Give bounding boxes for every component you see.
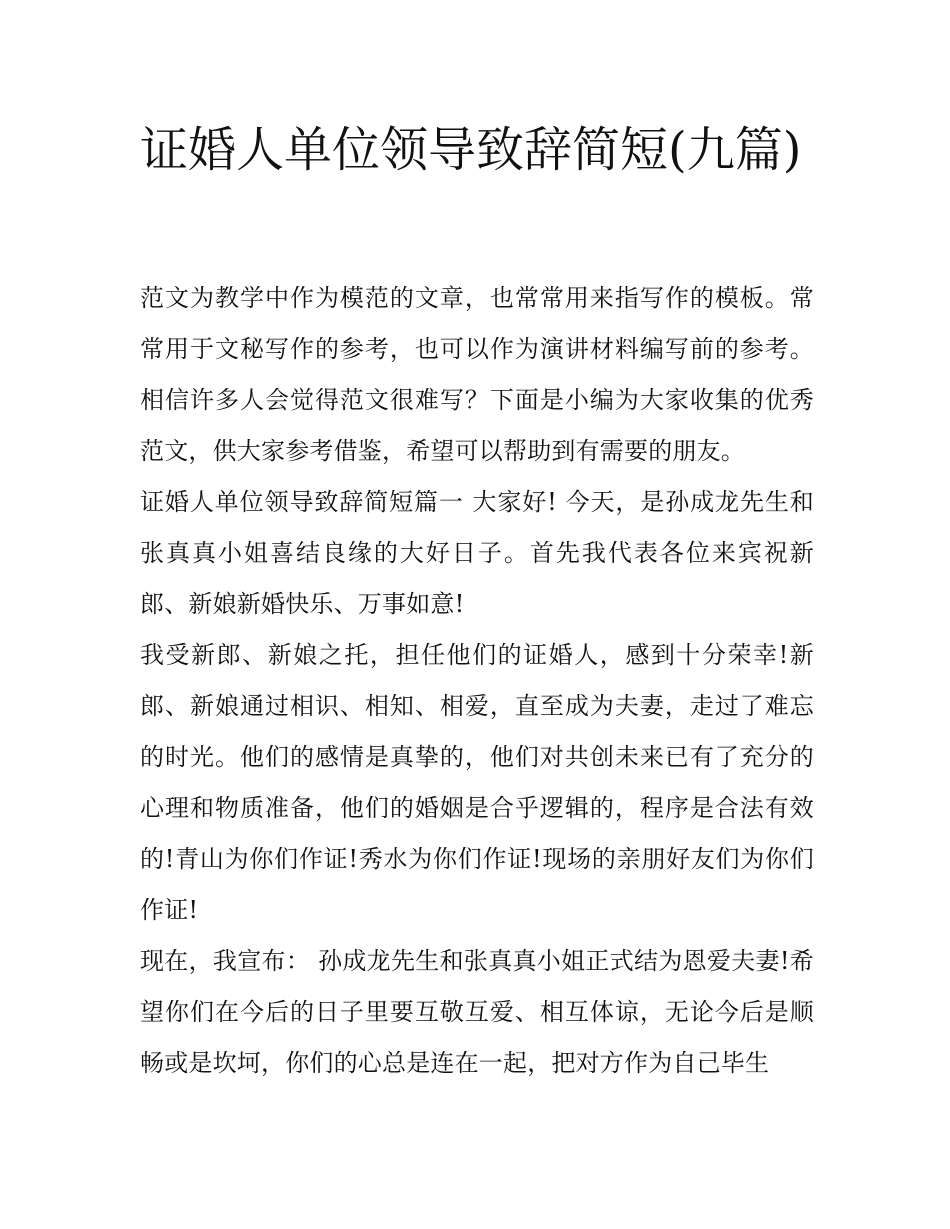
paragraph-intro: 范文为教学中作为模范的文章，也常常用来指写作的模板。常常用于文秘写作的参考，也可以作为演讲材料编写前的参考。相信许多人会觉得范文很难写？下面是小编为大家收集的优秀范文，供大家参考借鉴，希望可以帮助到有需要的朋友。 xyxy=(140,284,814,465)
document-body xyxy=(140,273,814,1089)
paragraph-greeting: 证婚人单位领导致辞简短篇一 大家好! 今天，是孙成龙先生和张真真小姐喜结良缘的大好日子。首先我代表各位来宾祝新郎、新娘新婚快乐、万事如意! xyxy=(140,488,814,618)
paragraph-testimony: 我受新郎、新娘之托，担任他们的证婚人，感到十分荣幸!新郎、新娘通过相识、相知、相爱，直至成为夫妻，走过了难忘的时光。他们的感情是真挚的，他们对共创未来已有了充分的心理和物质准备，他们的婚姻是合乎逻辑的，程序是合法有效的!青山为你们作证!秀水为你们作证!现场的亲朋好友们为你们作证! xyxy=(140,641,814,924)
document-title: 证婚人单位领导致辞简短(九篇) xyxy=(140,122,802,178)
paragraph-announcement: 现在，我宣布： 孙成龙先生和张真真小姐正式结为恩爱夫妻!希望你们在今后的日子里要互敬互爱、相互体谅，无论今后是顺畅或是坎坷，你们的心总是连在一起，把对方作为自己毕生 xyxy=(140,947,814,1077)
